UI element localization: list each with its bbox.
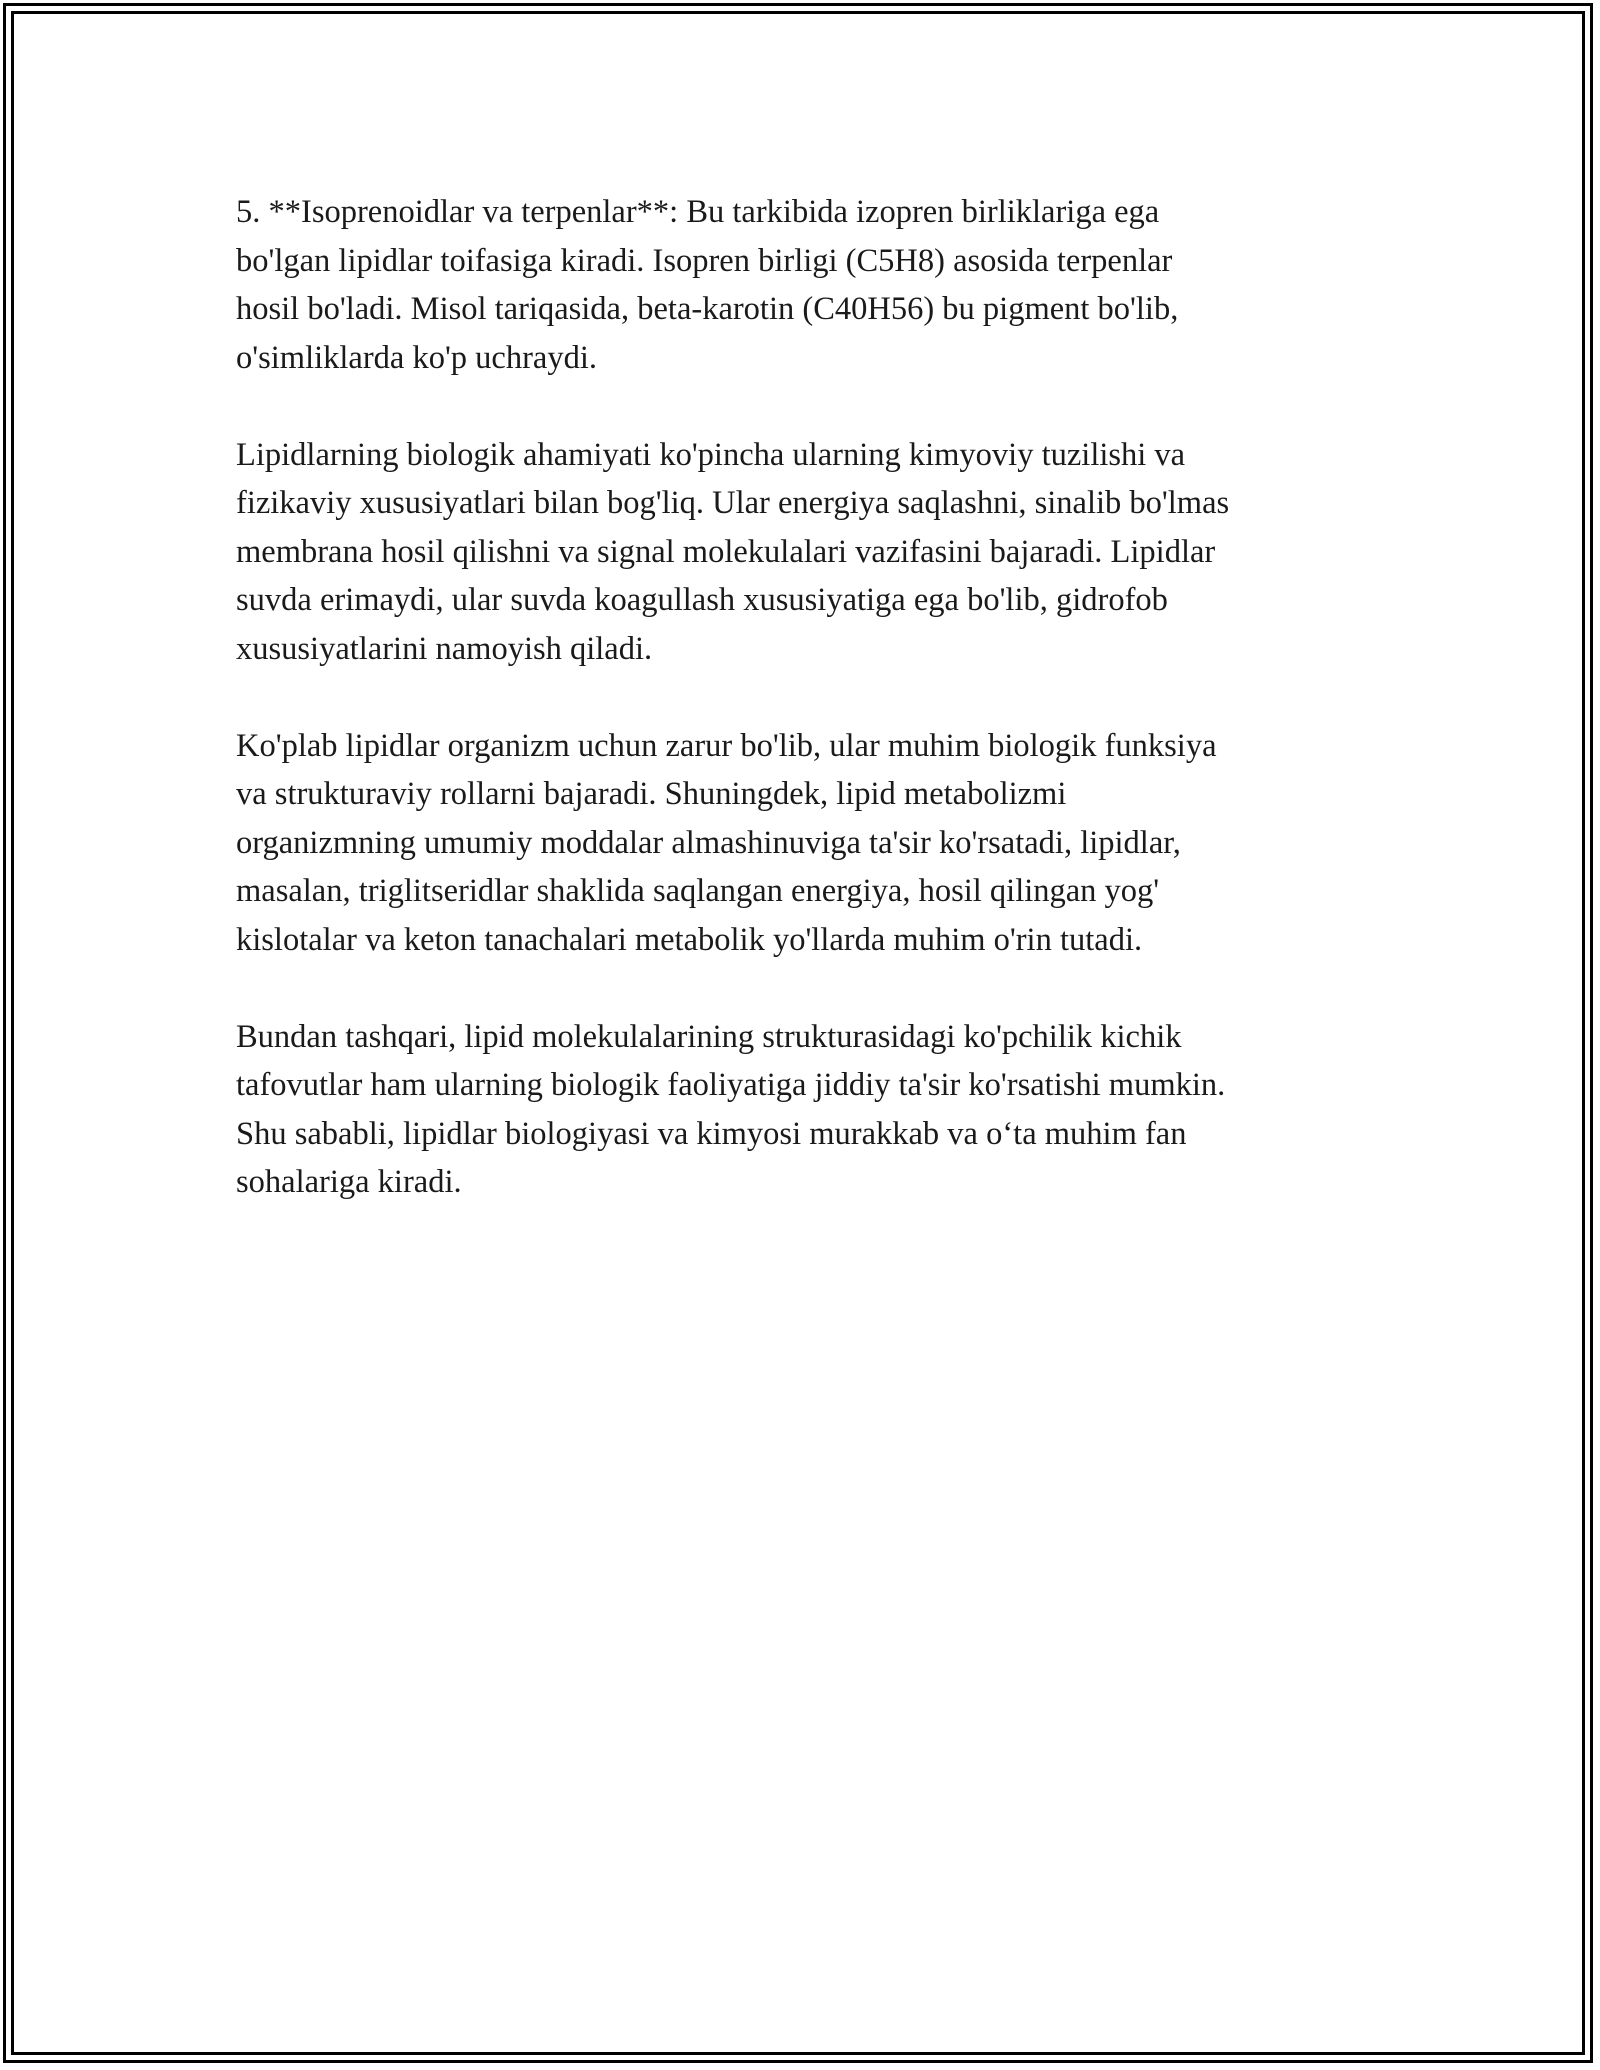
- text-line: organizmning umumiy moddalar almashinuviga ta'sir ko'rsatadi, lipidlar,: [236, 824, 1181, 861]
- text-line: bo'lgan lipidlar toifasiga kiradi. Isopren birligi (C5H8) asosida terpenlar: [236, 242, 1173, 279]
- text-line: fizikaviy xususiyatlari bilan bog'liq. Ular energiya saqlashni, sinalib bo'lmas: [236, 485, 1230, 521]
- text-line: kislotalar va keton tanachalari metabolik yo'llarda muhim o'rin tutadi.: [236, 921, 1143, 958]
- text-line: sohalariga kiradi.: [236, 1164, 462, 1200]
- text-line: o'simliklarda ko'p uchraydi.: [236, 339, 598, 376]
- text-line: va strukturaviy rollarni bajaradi. Shuningdek, lipid metabolizmi: [236, 776, 1067, 812]
- paragraph-lipid-functions: [236, 722, 1406, 965]
- paragraph-conclusion: [236, 1013, 1406, 1207]
- text-line: Ko'plab lipidlar organizm uchun zarur bo'lib, ular muhim biologik funksiya: [236, 727, 1217, 764]
- text-line: tafovutlar ham ularning biologik faoliyatiga jiddiy ta'sir ko'rsatishi mumkin.: [236, 1067, 1226, 1103]
- document-body: [236, 188, 1406, 1207]
- text-line: masalan, triglitseridlar shaklida saqlangan energiya, hosil qilingan yog': [236, 873, 1160, 909]
- text-line: 5. **Isoprenoidlar va terpenlar**: Bu tarkibida izopren birliklariga ega: [236, 194, 1160, 230]
- text-line: Lipidlarning biologik ahamiyati ko'pincha ularning kimyoviy tuzilishi va: [236, 436, 1186, 473]
- text-line: membrana hosil qilishni va signal molekulalari vazifasini bajaradi. Lipidlar: [236, 533, 1216, 570]
- paragraph-biological-significance: [236, 431, 1406, 674]
- text-line: xususiyatlarini namoyish qiladi.: [236, 630, 653, 667]
- text-line: Bundan tashqari, lipid molekulalarining strukturasidagi ko'pchilik kichik: [236, 1018, 1182, 1055]
- text-line: Shu sababli, lipidlar biologiyasi va kimyosi murakkab va o‘ta muhim fan: [236, 1115, 1187, 1152]
- paragraph-isoprenoids: [236, 188, 1406, 382]
- text-line: suvda erimaydi, ular suvda koagullash xususiyatiga ega bo'lib, gidrofob: [236, 582, 1168, 618]
- text-line: hosil bo'ladi. Misol tariqasida, beta-karotin (C40H56) bu pigment bo'lib,: [236, 291, 1179, 327]
